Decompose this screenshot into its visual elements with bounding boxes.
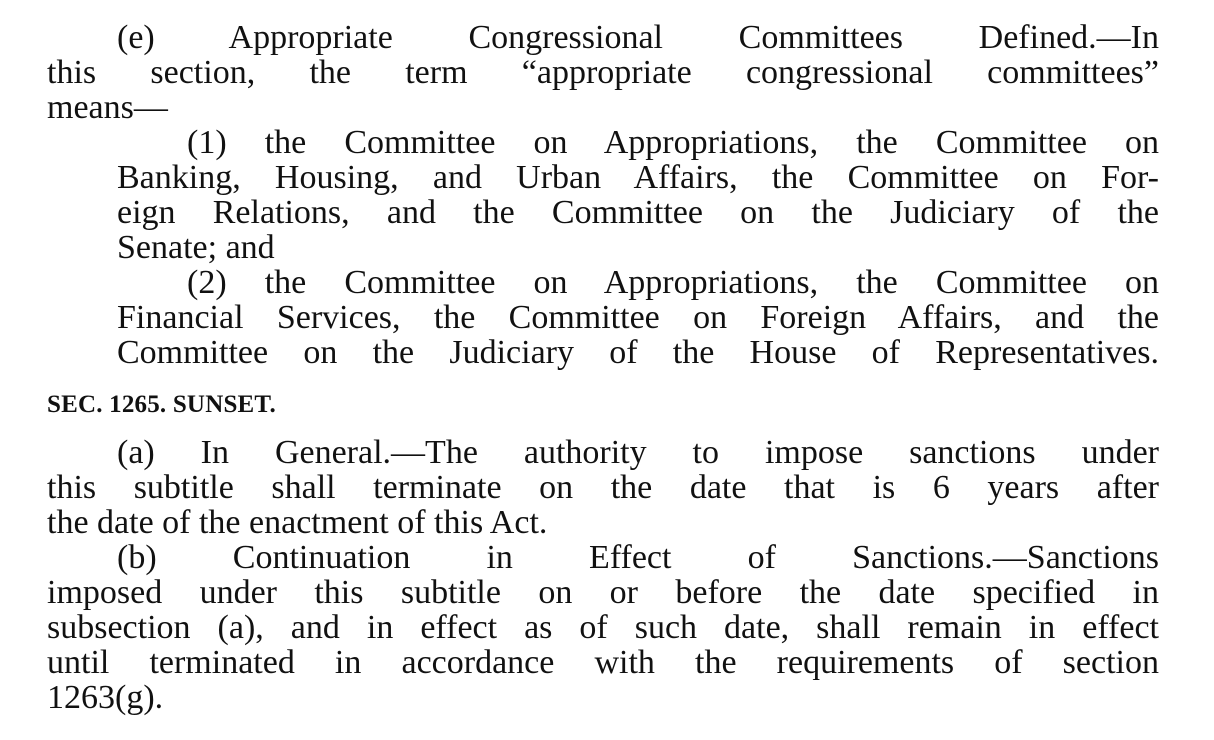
paragraph-1-line-1: (1) the Committee on Appropriations, the Committee on [187,124,1159,161]
subsection-a-line-2: this subtitle shall terminate on the date that is 6 years after [47,469,1159,506]
subsection-e-line-3: means— [47,89,168,126]
subsection-a [47,435,1159,540]
section-heading: SEC. 1265. SUNSET. [47,391,276,418]
paragraph-1-line-3: eign Relations, and the Committee on the Judiciary of the [117,194,1159,231]
subsection-e-line-2: this section, the term “appropriate congressional committees” [47,54,1159,91]
subsection-e [47,20,1159,125]
paragraph-2-line-2: Financial Services, the Committee on Foreign Affairs, and the [117,299,1159,336]
subsection-b-line-1: (b) Continuation in Effect of Sanctions.—Sanctions [117,539,1159,576]
paragraph-1 [47,125,1159,265]
subsection-e-line-1: (e) Appropriate Congressional Committees Defined.—In [117,19,1159,56]
subsection-b [47,540,1159,715]
paragraph-2-line-1: (2) the Committee on Appropriations, the Committee on [187,264,1159,301]
document-page [47,20,1159,715]
subsection-b-line-2: imposed under this subtitle on or before the date specified in [47,574,1159,611]
paragraph-1-line-4: Senate; and [117,229,275,266]
subsection-a-line-3: the date of the enactment of this Act. [47,504,548,541]
subsection-b-line-3: subsection (a), and in effect as of such date, shall remain in effect [47,609,1159,646]
paragraph-2 [47,265,1159,370]
paragraph-1-line-2: Banking, Housing, and Urban Affairs, the Committee on For- [117,159,1159,196]
subsection-b-line-4: until terminated in accordance with the requirements of section [47,644,1159,681]
subsection-b-line-5: 1263(g). [47,679,164,716]
subsection-a-line-1: (a) In General.—The authority to impose sanctions under [117,434,1159,471]
paragraph-2-line-3: Committee on the Judiciary of the House of Representatives. [117,334,1159,371]
